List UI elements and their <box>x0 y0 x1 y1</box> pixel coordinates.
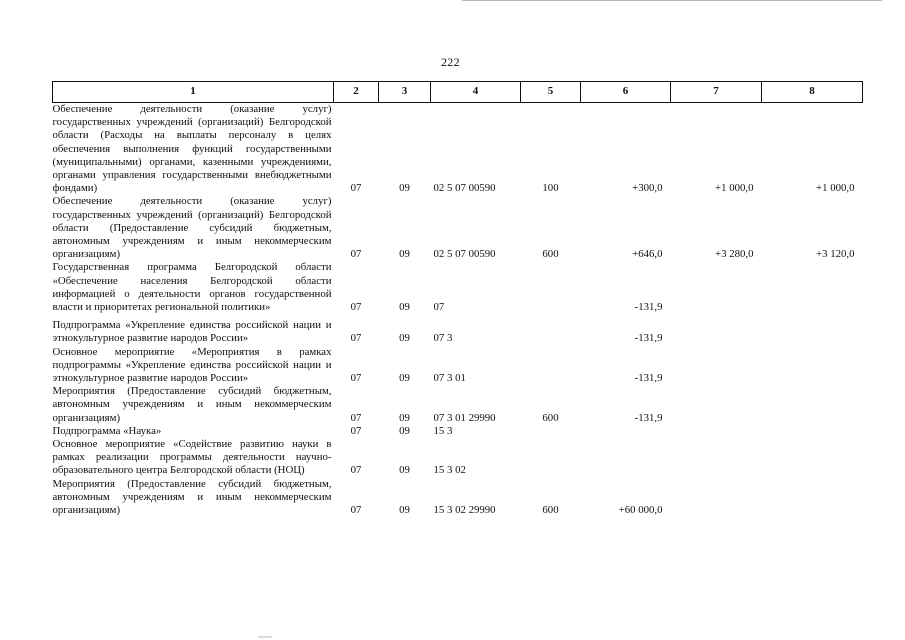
row-expense-type: 100 <box>542 182 559 195</box>
row-amount-col7 <box>671 478 762 518</box>
row-subsection: 09 <box>399 464 410 477</box>
row-amount-col6: -131,9 <box>634 411 663 424</box>
row-amount-col6 <box>581 425 671 438</box>
row-target-code: 07 3 01 <box>433 372 466 385</box>
row-amount-col6: -131,9 <box>634 372 663 385</box>
scan-artifact <box>258 636 272 638</box>
column-header: 5 <box>521 82 581 103</box>
row-subsection: 09 <box>399 182 410 195</box>
row-target-code: 02 5 07 00590 <box>433 182 496 195</box>
row-amount-col8 <box>762 261 863 314</box>
row-target-code: 15 3 02 29990 <box>433 504 496 517</box>
row-amount-col6: +60 000,0 <box>618 504 663 517</box>
row-subsection: 09 <box>399 301 410 314</box>
budget-table <box>52 81 863 517</box>
row-description: Основное мероприятие «Мероприятия в рамках подпрограммы «Укрепление единства российской нации и этнокультурное развитие народов России» <box>52 345 332 385</box>
table-body <box>53 103 863 518</box>
column-header: 3 <box>379 82 431 103</box>
row-subsection: 09 <box>399 424 410 437</box>
row-expense-type <box>521 438 581 478</box>
row-subsection: 09 <box>399 504 410 517</box>
column-header: 6 <box>581 82 671 103</box>
row-description: Подпрограмма «Наука» <box>52 424 162 437</box>
row-description: Государственная программа Белгородской области «Обеспечение населения Белгородской области информацией о деятельности органов государственной власти и приоритетах региональной политики» <box>52 261 332 314</box>
row-description: Обеспечение деятельности (оказание услуг) государственных учреждений (организаций) Белгородской области (Предоставление субсидий бюджетным, автономным учреждениям и иным некоммерческим организациям) <box>52 195 332 261</box>
table-row <box>53 385 863 425</box>
row-amount-col7 <box>671 346 762 386</box>
row-section: 07 <box>350 504 362 517</box>
row-expense-type: 600 <box>542 248 559 261</box>
table-row <box>53 438 863 478</box>
row-amount-col8: +1 000,0 <box>816 182 855 195</box>
row-section: 07 <box>350 372 362 385</box>
table-row <box>53 314 863 345</box>
row-amount-col8 <box>762 346 863 386</box>
row-target-code: 15 3 <box>433 424 453 437</box>
row-amount-col6: -131,9 <box>634 301 663 314</box>
row-expense-type <box>521 425 581 438</box>
row-description: Основное мероприятие «Содействие развитию науки в рамках реализации программы деятельности научно-образовательного центра Белгородской области (НОЦ) <box>52 438 332 477</box>
row-amount-col7 <box>671 438 762 478</box>
row-amount-col7 <box>671 314 762 345</box>
row-description: Обеспечение деятельности (оказание услуг) государственных учреждений (организаций) Белгородской области (Расходы на выплаты персоналу в целях обеспечения выполнения функций государственными (муниципальными) органами, казенными учреждениями, органами управления государственными внебюджетными фондами) <box>52 103 332 195</box>
column-header: 4 <box>431 82 521 103</box>
row-amount-col8 <box>762 478 863 518</box>
row-section: 07 <box>350 411 362 424</box>
page-number: 222 <box>441 55 460 69</box>
row-section: 07 <box>350 464 362 477</box>
row-subsection: 09 <box>399 372 410 385</box>
row-subsection: 09 <box>399 411 410 424</box>
row-description: Мероприятия (Предоставление субсидий бюджетным, автономным учреждениям и иным некоммерческим организациям) <box>52 385 332 424</box>
row-target-code: 07 <box>433 301 445 314</box>
row-amount-col8 <box>762 438 863 478</box>
row-target-code: 07 3 01 29990 <box>433 411 496 424</box>
row-amount-col6: +300,0 <box>632 182 663 195</box>
row-expense-type <box>521 346 581 386</box>
column-header: 7 <box>671 82 762 103</box>
row-amount-col6: -131,9 <box>634 332 663 345</box>
table-row <box>53 346 863 386</box>
row-section: 07 <box>350 182 362 195</box>
row-amount-col8 <box>762 314 863 345</box>
row-amount-col8: +3 120,0 <box>816 248 855 261</box>
row-amount-col7 <box>671 385 762 425</box>
row-expense-type <box>521 314 581 345</box>
scan-edge-line <box>462 0 882 1</box>
row-target-code: 07 3 <box>433 332 453 345</box>
row-expense-type <box>521 261 581 314</box>
row-subsection: 09 <box>399 332 410 345</box>
row-section: 07 <box>350 248 362 261</box>
row-expense-type: 600 <box>542 504 559 517</box>
row-description: Подпрограмма «Укрепление единства российской нации и этнокультурное развитие народов России» <box>52 319 332 345</box>
row-section: 07 <box>350 301 362 314</box>
table-row <box>53 478 863 518</box>
row-amount-col7: +1 000,0 <box>715 182 754 195</box>
table-header <box>53 82 863 103</box>
column-header: 2 <box>334 82 379 103</box>
row-amount-col8 <box>762 425 863 438</box>
column-header: 8 <box>762 82 863 103</box>
row-amount-col8 <box>762 385 863 425</box>
table-row <box>53 103 863 196</box>
row-subsection: 09 <box>399 248 410 261</box>
row-section: 07 <box>350 424 362 437</box>
row-target-code: 15 3 02 <box>433 464 466 477</box>
column-header: 1 <box>53 82 334 103</box>
table-row <box>53 425 863 438</box>
row-amount-col6: +646,0 <box>632 248 663 261</box>
row-target-code: 02 5 07 00590 <box>433 248 496 261</box>
table-row <box>53 261 863 314</box>
table-row <box>53 195 863 261</box>
row-amount-col6 <box>581 438 671 478</box>
row-amount-col7 <box>671 261 762 314</box>
row-description: Мероприятия (Предоставление субсидий бюджетным, автономным учреждениям и иным некоммерческим организациям) <box>52 477 332 517</box>
row-amount-col7 <box>671 425 762 438</box>
row-section: 07 <box>350 332 362 345</box>
row-amount-col7: +3 280,0 <box>715 248 754 261</box>
row-expense-type: 600 <box>542 411 559 424</box>
